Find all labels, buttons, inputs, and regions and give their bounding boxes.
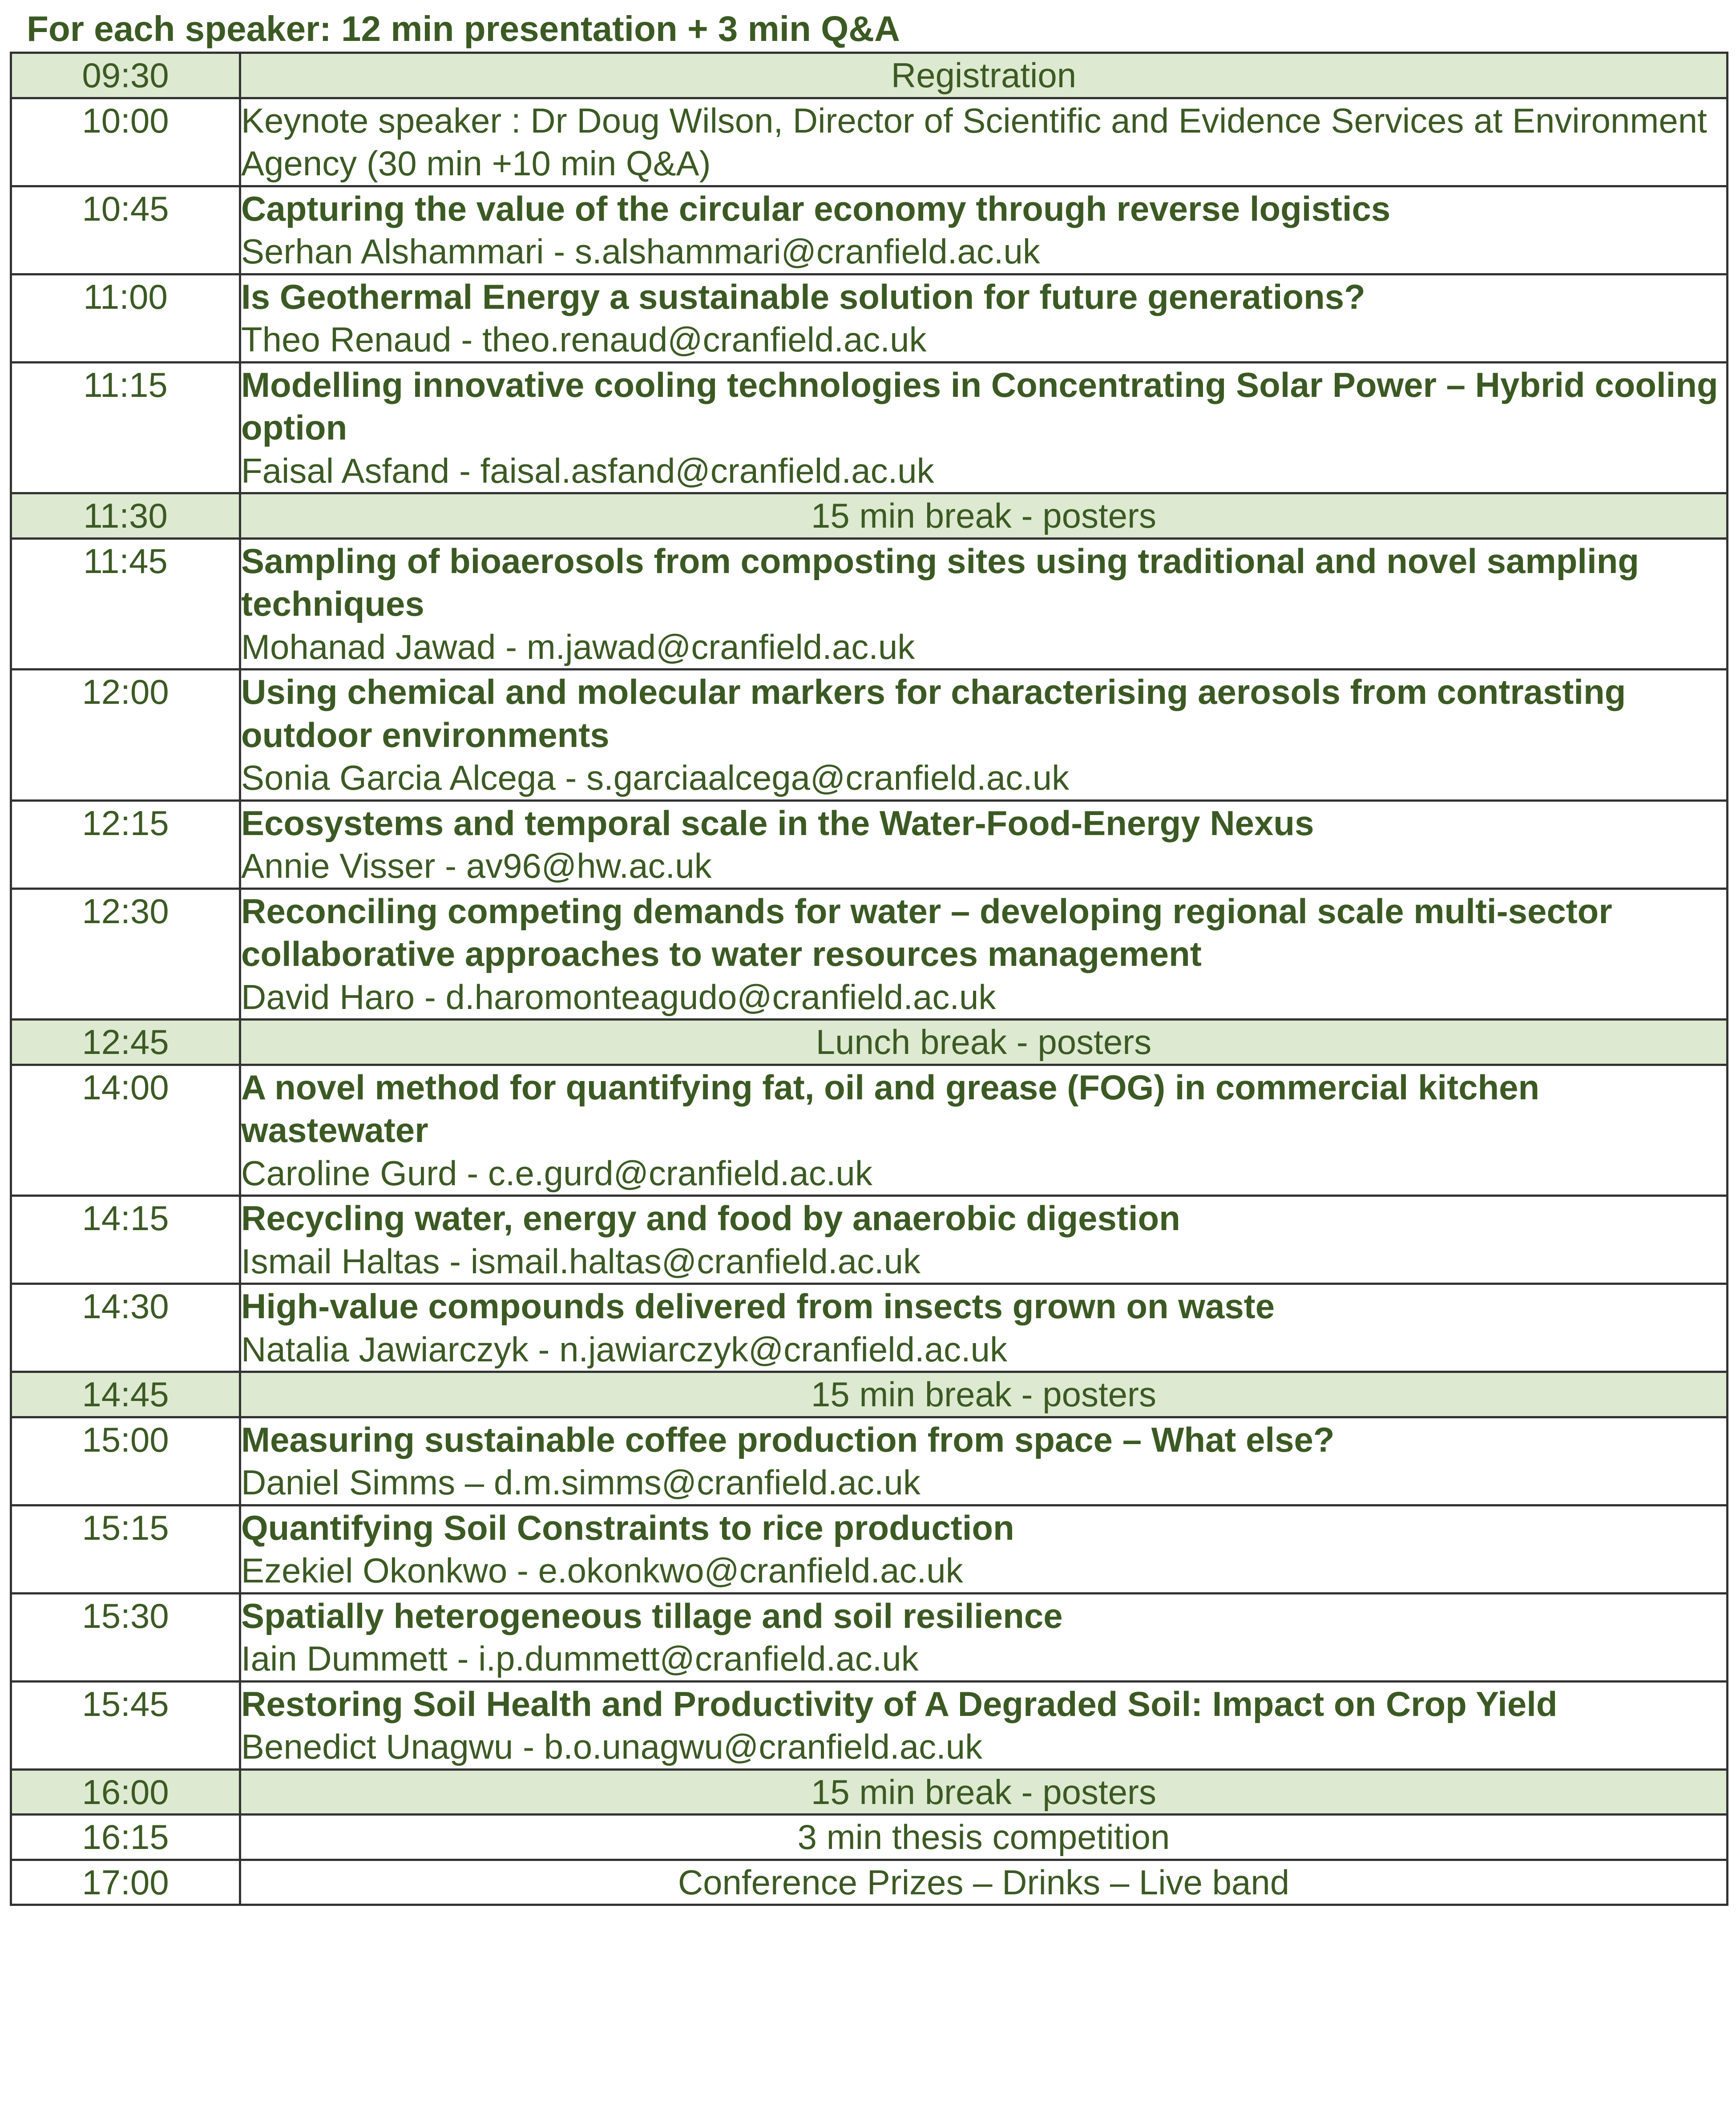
row-time: 11:45	[11, 538, 240, 670]
talk-speaker: Annie Visser - av96@hw.ac.uk	[241, 846, 712, 885]
row-time: 10:00	[11, 98, 240, 186]
talk-cell	[240, 800, 1728, 888]
talk-speaker: David Haro - d.haromonteagudo@cranfield.ac.uk	[241, 977, 996, 1017]
talk-title: Restoring Soil Health and Productivity of A Degraded Soil: Impact on Crop Yield	[241, 1684, 1558, 1723]
talk-title: Recycling water, energy and food by anaerobic digestion	[241, 1199, 1180, 1238]
row-time: 15:00	[11, 1417, 240, 1505]
row-time: 11:30	[11, 493, 240, 539]
row-time: 15:15	[11, 1505, 240, 1593]
talk-cell	[240, 274, 1728, 362]
row-event: 15 min break - posters	[240, 493, 1728, 539]
schedule-row-talk	[11, 362, 1728, 493]
talk-speaker: Ismail Haltas - ismail.haltas@cranfield.ac.uk	[241, 1241, 921, 1281]
talk-cell	[240, 362, 1728, 493]
schedule-row-talk	[11, 888, 1728, 1020]
talk-title: Modelling innovative cooling technologies in Concentrating Solar Power – Hybrid cooling option	[241, 365, 1718, 447]
schedule-row-event	[11, 1815, 1728, 1860]
programme-header: For each speaker: 12 min presentation + 3 min Q&A	[27, 9, 900, 48]
talk-title: Sampling of bioaerosols from composting sites using traditional and novel sampling techniques	[241, 541, 1639, 623]
schedule-table	[10, 52, 1728, 1906]
row-event: 15 min break - posters	[240, 1769, 1728, 1815]
talk-title: Quantifying Soil Constraints to rice production	[241, 1508, 1014, 1547]
talk-title: Capturing the value of the circular economy through reverse logistics	[241, 189, 1391, 228]
talk-title: Spatially heterogeneous tillage and soil resilience	[241, 1596, 1063, 1635]
row-event: Keynote speaker : Dr Doug Wilson, Director of Scientific and Evidence Services at Environment Agency (30 min +10 min Q&A)	[240, 98, 1728, 186]
talk-title: Measuring sustainable coffee production from space – What else?	[241, 1420, 1335, 1459]
talk-speaker: Faisal Asfand - faisal.asfand@cranfield.ac.uk	[241, 451, 934, 490]
talk-speaker: Iain Dummett - i.p.dummett@cranfield.ac.uk	[241, 1639, 919, 1678]
talk-title: A novel method for quantifying fat, oil and grease (FOG) in commercial kitchen wastewater	[241, 1067, 1540, 1150]
row-time: 15:30	[11, 1593, 240, 1681]
row-time: 12:30	[11, 888, 240, 1020]
row-event: Conference Prizes – Drinks – Live band	[240, 1860, 1728, 1905]
talk-speaker: Natalia Jawiarczyk - n.jawiarczyk@cranfield.ac.uk	[241, 1329, 1008, 1369]
row-time: 17:00	[11, 1860, 240, 1905]
talk-speaker: Benedict Unagwu - b.o.unagwu@cranfield.ac.uk	[241, 1727, 983, 1766]
talk-title: Ecosystems and temporal scale in the Water-Food-Energy Nexus	[241, 803, 1314, 843]
talk-title: Reconciling competing demands for water – developing regional scale multi-sector collaborative approaches to water resources management	[241, 891, 1612, 973]
row-time: 09:30	[11, 53, 240, 98]
row-time: 11:15	[11, 362, 240, 493]
row-time: 14:00	[11, 1065, 240, 1196]
talk-cell	[240, 1196, 1728, 1284]
row-time: 11:00	[11, 274, 240, 362]
schedule-row-talk	[11, 1284, 1728, 1372]
row-time: 14:30	[11, 1284, 240, 1372]
schedule-row-break	[11, 53, 1728, 98]
talk-speaker: Sonia Garcia Alcega - s.garciaalcega@cranfield.ac.uk	[241, 758, 1070, 797]
schedule-row-break	[11, 1769, 1728, 1815]
schedule-row-talk	[11, 1505, 1728, 1593]
talk-speaker: Mohanad Jawad - m.jawad@cranfield.ac.uk	[241, 627, 915, 666]
row-event: 3 min thesis competition	[240, 1815, 1728, 1860]
row-time: 12:15	[11, 800, 240, 888]
row-time: 16:00	[11, 1769, 240, 1815]
schedule-row-talk	[11, 538, 1728, 670]
schedule-row-break	[11, 1372, 1728, 1417]
talk-title: Using chemical and molecular markers for characterising aerosols from contrasting outdoor environments	[241, 672, 1626, 755]
talk-cell	[240, 670, 1728, 801]
schedule-row-event	[11, 1860, 1728, 1905]
schedule-row-break	[11, 493, 1728, 539]
schedule-row-talk	[11, 800, 1728, 888]
row-time: 14:45	[11, 1372, 240, 1417]
talk-cell	[240, 1593, 1728, 1681]
schedule-row-talk	[11, 274, 1728, 362]
row-time: 12:00	[11, 670, 240, 801]
row-time: 15:45	[11, 1681, 240, 1769]
talk-cell	[240, 1505, 1728, 1593]
schedule-row-break	[11, 1020, 1728, 1065]
talk-speaker: Daniel Simms – d.m.simms@cranfield.ac.uk	[241, 1463, 920, 1502]
talk-cell	[240, 1681, 1728, 1769]
row-time: 16:15	[11, 1815, 240, 1860]
talk-cell	[240, 186, 1728, 274]
schedule-row-talk	[11, 1417, 1728, 1505]
schedule-row-talk	[11, 186, 1728, 274]
talk-cell	[240, 538, 1728, 670]
row-event: Registration	[240, 53, 1728, 98]
talk-speaker: Theo Renaud - theo.renaud@cranfield.ac.uk	[241, 320, 927, 359]
schedule-row-talk	[11, 1681, 1728, 1769]
row-time: 12:45	[11, 1020, 240, 1065]
row-event: Lunch break - posters	[240, 1020, 1728, 1065]
talk-speaker: Ezekiel Okonkwo - e.okonkwo@cranfield.ac.uk	[241, 1551, 963, 1590]
schedule-row-talk	[11, 1065, 1728, 1196]
talk-title: High-value compounds delivered from insects grown on waste	[241, 1287, 1275, 1326]
talk-cell	[240, 1065, 1728, 1196]
talk-speaker: Caroline Gurd - c.e.gurd@cranfield.ac.uk	[241, 1153, 872, 1193]
talk-title: Is Geothermal Energy a sustainable solution for future generations?	[241, 277, 1365, 316]
schedule-row-keynote	[11, 98, 1728, 186]
talk-cell	[240, 888, 1728, 1020]
talk-speaker: Serhan Alshammari - s.alshammari@cranfield.ac.uk	[241, 232, 1040, 271]
schedule-row-talk	[11, 1593, 1728, 1681]
talk-cell	[240, 1284, 1728, 1372]
schedule-row-talk	[11, 670, 1728, 801]
row-time: 10:45	[11, 186, 240, 274]
schedule-row-talk	[11, 1196, 1728, 1284]
row-event: 15 min break - posters	[240, 1372, 1728, 1417]
row-time: 14:15	[11, 1196, 240, 1284]
talk-cell	[240, 1417, 1728, 1505]
